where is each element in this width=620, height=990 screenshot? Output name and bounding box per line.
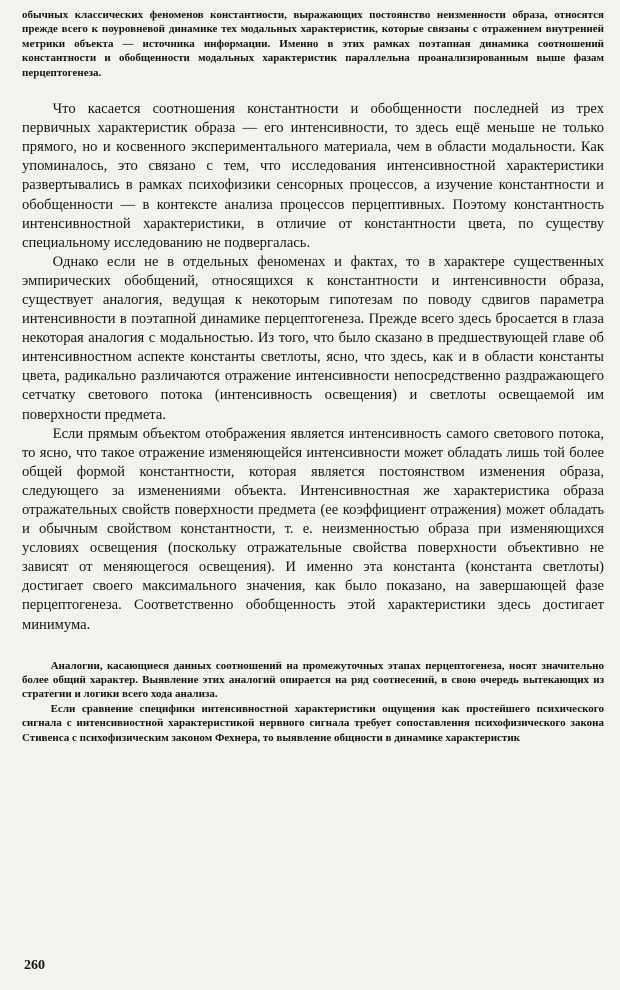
intro-paragraph: обычных классических феноменов константности, выражающих постоянство неизменности образа, относятся прежде всего к поуровневой динамике тех модальных характеристик, которые связаны с отражением внутренней метрики объекта — источника информации. Именно в этих рамках поэтапная динамика соотношений константности и обобщенности модальных характеристик параллельна проанализированным выше фазам перцептогенеза. [22, 9, 604, 79]
small-paragraph-2: Если сравнение специфики интенсивностной характеристики ощущения как простейшего психического сигнала с интенсивностной характеристикой нервного сигнала требует сопоставления психофизического закона Стивенса с психофизическим законом Фехнера, то выявление общности в динамике характеристик [22, 702, 604, 744]
body-paragraph-3: Если прямым объектом отображения является интенсивность самого светового потока, то ясно, что такое отражение изменяющейся интенсивности может обладать лишь той более общей формой константности, которая является постоянством изменения образа, следующего за изменениями объекта. Интенсивностная же характеристика образа отражательных свойств поверхности предмета (ее коэффициент отражения) может обладать и обычным свойством константности, т. е. неизменностью образа при изменяющихся условиях освещения (поскольку отражательные свойства поверхности объективно не зависят от меняющегося освещения). И именно эта константа (константа светлоты) достигает своего максимального значения, как было показано, на завершающей фазе перцептогенеза. Соответственно обобщенность этой характеристики здесь достигает минимума. [22, 425, 604, 633]
small-paragraph-1: Аналогии, касающиеся данных соотношений на промежуточных этапах перцептогенеза, носят значительно более общий характер. Выявление этих аналогий опирается на ряд соотнесений, в свою очередь вытекающих из стратегии и логики всего хода анализа. [22, 659, 604, 701]
body-paragraph-2: Однако если не в отдельных феноменах и фактах, то в характере существенных эмпирических обобщений, относящихся к константности и интенсивности образа, существует аналогия, ведущая к некоторым гипотезам по поводу сдвигов параметра интенсивности в поэтапной динамике перцептогенеза. Прежде всего здесь бросается в глаза некоторая аналогия с модальностью. Из того, что было сказано в предшествующей главе об интенсивностном аспекте константы светлоты, ясно, что здесь, как и в области константы цвета, радикально различаются отражение интенсивности непосредственно раздражающего сетчатку светового потока (интенсивность освещения) и светлоты освещаемой им поверхности предмета. [22, 253, 604, 423]
page-number: 260 [24, 958, 45, 973]
body-paragraph-1: Что касается соотношения константности и обобщенности последней из трех первичных характеристик образа — его интенсивности, то здесь ещё меньше не только прямого, но и косвенного экспериментального материала, чем в области модальности. Как упоминалось, это связано с тем, что исследования интенсивностной характеристики развертывались в рамках психофизики сенсорных процессов, а изучение константности и обобщенности — в контексте анализа процессов перцептивных. Поэтому константность интенсивностной характеристики, в отличие от константности цвета, по существу специальному исследованию не подвергалась. [22, 101, 604, 251]
